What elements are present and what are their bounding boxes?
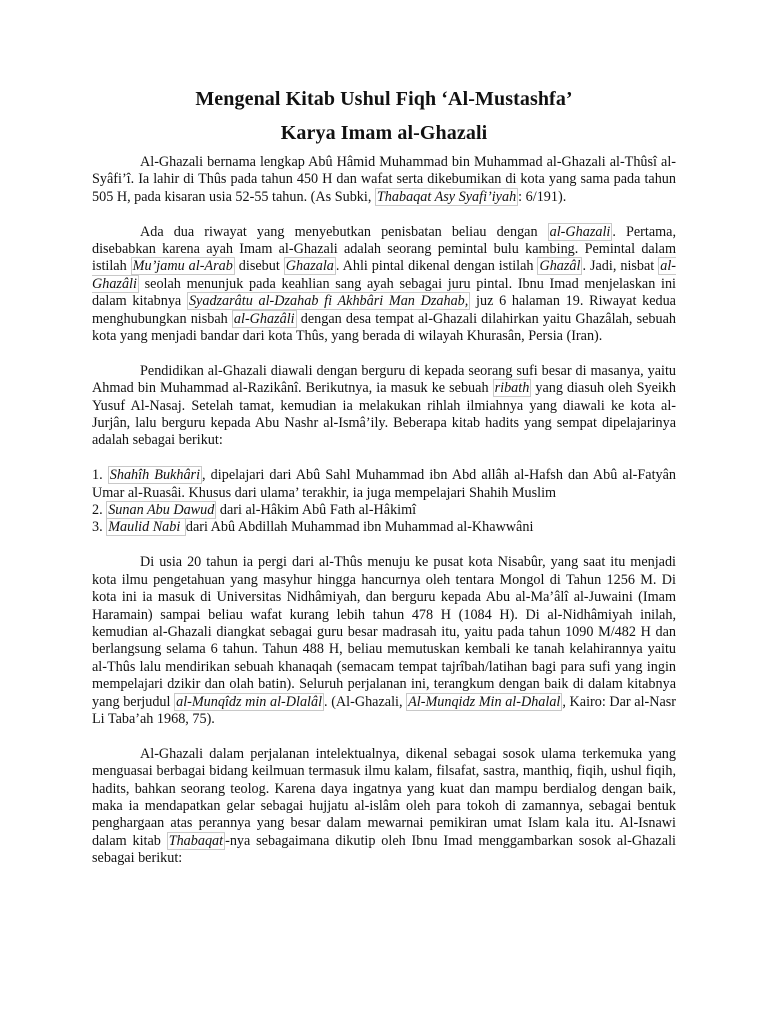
term-highlight: al-Ghazâli bbox=[233, 310, 295, 327]
text-run: : 6/191). bbox=[518, 188, 567, 205]
list-number: 2. bbox=[92, 502, 107, 519]
text-run: Al-Ghazali bernama lengkap Abû Hâmid Muhammad bin Muhammad al-Ghazali al-Thûsî al-Syâfi’î. Ia lahir di Thûs pada tahun 450 H dan wafat serta dikebumikan di kota yang sama pada tahun 505 H, pada kisaran usia 52-55 tahun. (As Subki, bbox=[92, 154, 676, 205]
text-run: Al-Ghazali dalam perjalanan intelektualnya, dikenal sebagai sosok ulama terkemuka yang menguasai berbagai bidang keilmuan termasuk ilmu kalam, filsafat, sastra, manthiq, fiqih, ushul fiqih, hadits, bahkan seorang teolog. Karena daya ingatnya yang kuat dan mampu berdialog dengan baik, maka ia mendapatkan gelar sebagai hujjatu al-islâm oleh para tokoh di zamannya, sebagai bentuk penghargaan atas perannya yang besar dalam mewarnai pemikiran umat Islam kala itu. Al-Isnawi dalam kitab bbox=[92, 745, 676, 849]
text-run: dari Abû Abdillah Muhammad ibn Muhammad al-Khawwâni bbox=[185, 519, 534, 536]
text-run: seolah menunjuk pada keahlian sang ayah sebagai juru pintal. Ibnu Imad menjelaskan ini dalam kitabnya bbox=[92, 275, 676, 310]
text-run: Pendidikan al-Ghazali diawali dengan berguru di kepada seorang sufi besar di masanya, yaitu Ahmad bin Muhammad al-Razikânî. Berikutnya, ia masuk ke sebuah bbox=[92, 362, 676, 397]
text-run: dengan desa tempat al-Ghazali dilahirkan yaitu Ghazâlah, sebuah kota yang menjadi bandar dari kota Thûs, yang berada di wilayah Khurasân, Persia (Iran). bbox=[92, 310, 677, 345]
book-reference: al-Munqîdz min al-Dlalâl bbox=[176, 693, 323, 710]
text-run: . Jadi, nisbat bbox=[582, 258, 659, 275]
list-number: 1. bbox=[92, 467, 108, 484]
book-reference: Al-Munqidz Min al-Dhalal bbox=[408, 693, 561, 710]
list-item bbox=[92, 519, 676, 536]
term-highlight: Ghazala bbox=[285, 258, 334, 275]
book-reference: Shahîh Bukhâri bbox=[109, 467, 201, 484]
list-number: 3. bbox=[92, 519, 107, 536]
book-reference: Thabaqat Asy Syafi’iyah bbox=[376, 188, 517, 205]
text-run: -nya sebagaimana dikutip oleh Ibnu Imad menggambarkan sosok al-Ghazali sebagai berikut: bbox=[92, 832, 676, 867]
text-run: disebut bbox=[234, 258, 284, 275]
text-run: . Ahli pintal dikenal dengan istilah bbox=[335, 258, 538, 275]
text-run: juz 6 halaman 19. Riwayat kedua menghubungkan nisbah bbox=[92, 293, 676, 327]
list-item bbox=[92, 502, 676, 519]
document-body bbox=[92, 154, 676, 868]
text-run: yang diasuh oleh Syeikh Yusuf Al-Nasaj. Setelah tamat, kemudian ia melakukan rihlah ilmiahnya yang diawali ke kota al-Jurjân, lalu berguru kepada Abu Nashr al-Ismâ’ily. Beberapa kitab hadits yang sempat dipelajarinya adalah sebagai berikut: bbox=[92, 380, 676, 449]
book-reference: Mu’jamu al-Arab bbox=[132, 258, 233, 275]
document-title: Mengenal Kitab Ushul Fiqh ‘Al-Mustashfa’ bbox=[195, 88, 573, 110]
document-page bbox=[92, 82, 676, 885]
text-run: , Kairo: Dar al-Nasr Li Taba’ah 1968, 75). bbox=[92, 693, 677, 727]
term-highlight: Ghazâl bbox=[539, 258, 581, 275]
term-highlight: ribath bbox=[494, 380, 530, 397]
book-reference: Syadzarâtu al-Dzahab fi Akhbâri Man Dzahab, bbox=[188, 293, 469, 310]
text-run: . (Al-Ghazali, bbox=[324, 693, 407, 710]
term-highlight: al-Ghazâli bbox=[92, 258, 676, 292]
term-highlight: al-Ghazali bbox=[549, 223, 611, 240]
hadith-book-list bbox=[92, 467, 676, 537]
text-run: dari al-Hâkim Abû Fath al-Hâkimî bbox=[216, 502, 417, 519]
paragraph-biography bbox=[92, 154, 676, 206]
text-run: , dipelajari dari Abû Sahl Muhammad ibn Abd allâh al-Hafsh dan Abû al-Fatyân Umar al-Ruasâi. Khusus dari ulama’ terakhir, ia juga mempelajari Shahih Muslim bbox=[92, 467, 676, 501]
paragraph-nisabur bbox=[92, 554, 676, 728]
book-reference: Maulid Nabi bbox=[108, 519, 184, 536]
book-reference: Sunan Abu Dawud bbox=[108, 502, 215, 519]
document-subtitle: Karya Imam al-Ghazali bbox=[280, 122, 488, 144]
text-run: Di usia 20 tahun ia pergi dari al-Thûs menuju ke pusat kota Nisabûr, yang saat itu menjadi kota ilmu pengetahuan yang masyhur hingga hancurnya oleh tentara Mongol di Tahun 1256 M. Di kota ini ia masuk di Universitas Nidhâmiyah, dan berguru kepada Abu al-Ma’âlî al-Juwaini (Imam Haramain) sampai beliau wafat kurang lebih tahun 478 H (1084 H). Di al-Nidhâmiyah inilah, kemudian al-Ghazali diangkat sebagai guru besar madrasah itu, yaitu pada tahun 1090 M/482 H dan berlangsung selama 6 tahun. Tahun 488 H, beliau memutuskan kembali ke tanah kelahirannya yaitu al-Thûs lalu mendirikan sebuah khanaqah (semacam tempat tajrîbah/latihan bagi para sufi yang ingin mempelajari dzikir dan olah batin). Seluruh perjalanan ini, terangkum dengan baik di dalam kitabnya yang berjudul bbox=[92, 554, 676, 710]
paragraph-intellectual bbox=[92, 746, 676, 868]
book-reference: Thabaqat bbox=[168, 832, 224, 849]
list-item bbox=[92, 467, 676, 502]
paragraph-nisbah bbox=[92, 224, 676, 346]
paragraph-education bbox=[92, 363, 676, 450]
text-run: Ada dua riwayat yang menyebutkan penisbatan beliau dengan bbox=[140, 223, 548, 240]
text-run: . Pertama, disebabkan karena ayah Imam al-Ghazali adalah seorang pemintal bulu kambing. Pemintal dalam istilah bbox=[92, 223, 677, 275]
